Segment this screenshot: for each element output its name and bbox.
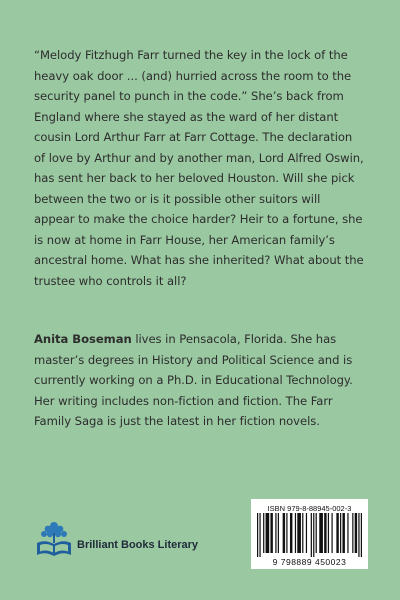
author-name: Anita Boseman [34,332,132,346]
barcode-bar [316,513,317,553]
barcode-bar [263,513,264,553]
publisher-name: Brilliant Books Literary [77,539,199,551]
barcode-bar [328,513,329,553]
barcode-bar [270,513,272,553]
barcode-bar [336,513,338,553]
barcode-bar [302,513,303,553]
author-bio-text: lives in Pensacola, Florida. She has master’s degrees in History and Political Science and is currently working on a Ph.D. in Educational Technology. Her writing includes non-fiction and fiction. The Farr Family Saga is just the latest in her fiction novels. [34,332,353,428]
barcode-bar [306,513,307,553]
barcode-bar [358,513,359,557]
barcode-bar [297,513,301,553]
publisher-logo [34,519,199,563]
author-bio-paragraph [34,329,364,432]
open-book-tree-icon [34,519,74,559]
isbn-label: ISBN 979-8-88945-002-3 [267,504,352,513]
barcode-bar [311,513,312,557]
barcode-bar [278,513,279,553]
barcode-bar [286,513,287,553]
isbn-barcode [251,499,368,569]
barcode-bar [283,513,285,553]
barcode-bar [361,513,362,557]
barcode-bar [342,513,344,553]
barcode-bar [266,513,270,553]
barcode-bar [331,513,332,553]
barcode-bar [290,513,292,553]
barcode-bar [295,513,296,553]
barcode-bar [347,513,348,553]
barcode-bar [313,513,314,557]
barcode-bar [355,513,357,553]
barcode-bar [259,513,260,557]
barcode-bar [275,513,276,553]
barcode-digits: 9 798889 450023 [272,557,347,567]
barcode-bar [257,513,258,557]
barcode-bar [319,513,323,553]
barcode-bar [340,513,341,553]
barcode-bars [257,513,362,557]
synopsis-paragraph: “Melody Fitzhugh Farr turned the key in the lock of the heavy oak door ... (and) hurried across the room to the security panel to punch in the code.” She’s back from England where she stayed as the ward of her distant cousin Lord Arthur Farr at Farr Cottage. The declaration of love by Arthur and by another man, Lord Alfred Oswin, has sent her back to her beloved Houston. Will she pick between the two or is it possible other suitors will appear to make the choice harder? Heir to a fortune, she is now at home in Farr House, her American family’s ancestral home. What has she inherited? What about the trustee who controls it all? [34,48,364,288]
barcode-bar [352,513,353,553]
barcode-bar [324,513,326,553]
